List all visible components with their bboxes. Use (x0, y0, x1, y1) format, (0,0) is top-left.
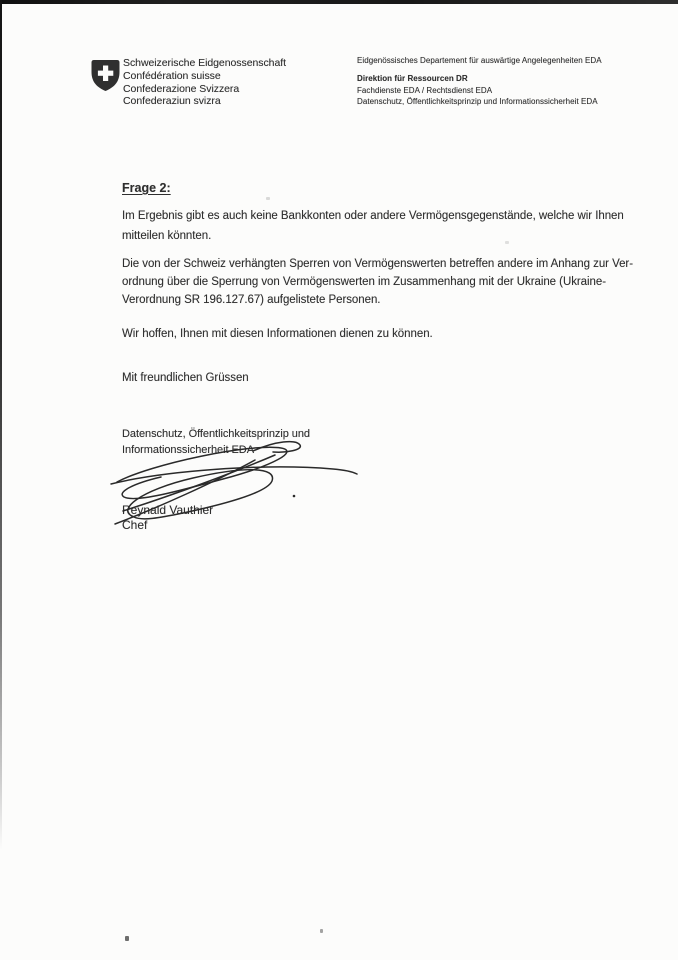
direction-name: Direktion für Ressourcen DR (357, 74, 468, 83)
signer-name: Reynald Vauthier (122, 503, 214, 517)
paragraph-2-line-2: ordnung über die Sperrung von Vermögenswerten im Zusammenhang mit der Ukraine (Ukraine- (122, 276, 607, 288)
confederation-name-it: Confederazione Svizzera (123, 83, 240, 95)
scan-border-top (0, 0, 678, 4)
confederation-name-fr: Confédération suisse (123, 70, 221, 82)
unit-name: Fachdienste EDA / Rechtsdienst EDA (357, 86, 493, 95)
paragraph-1-line-2: mitteilen könnten. (122, 230, 212, 242)
paragraph-2-line-3: Verordnung SR 196.127.67) aufgelistete Personen. (122, 294, 381, 306)
handwritten-signature (103, 438, 363, 533)
department-name: Eidgenössisches Departement für auswärtige Angelegenheiten EDA (357, 56, 602, 65)
scan-speck (266, 197, 270, 200)
closing-salutation: Mit freundlichen Grüssen (122, 372, 249, 384)
scan-speck (505, 241, 509, 244)
question-heading: Frage 2: (122, 181, 171, 195)
scan-border-left (0, 0, 2, 850)
confederation-name-de: Schweizerische Eidgenossenschaft (123, 57, 286, 69)
signer-title: Chef (122, 518, 148, 532)
signature-org-line-1: Datenschutz, Öffentlichkeitsprinzip und (122, 428, 311, 440)
paragraph-3: Wir hoffen, Ihnen mit diesen Informationen dienen zu können. (122, 328, 433, 340)
scan-speck (320, 929, 323, 933)
confederation-name-rm: Confederaziun svizra (123, 95, 221, 107)
paragraph-1-line-1: Im Ergebnis gibt es auch keine Bankkonten oder andere Vermögensgegenstände, welche wir Ihnen (122, 210, 624, 222)
swiss-coat-of-arms-icon (91, 59, 120, 92)
subunit-name: Datenschutz, Öffentlichkeitsprinzip und Informationssicherheit EDA (357, 97, 598, 106)
paragraph-2-line-1: Die von der Schweiz verhängten Sperren von Vermögenswerten betreffen andere im Anhang zur Ver- (122, 258, 633, 270)
signature-org-line-2: Informationssicherheit EDA (122, 444, 254, 456)
scan-speck (125, 936, 129, 941)
